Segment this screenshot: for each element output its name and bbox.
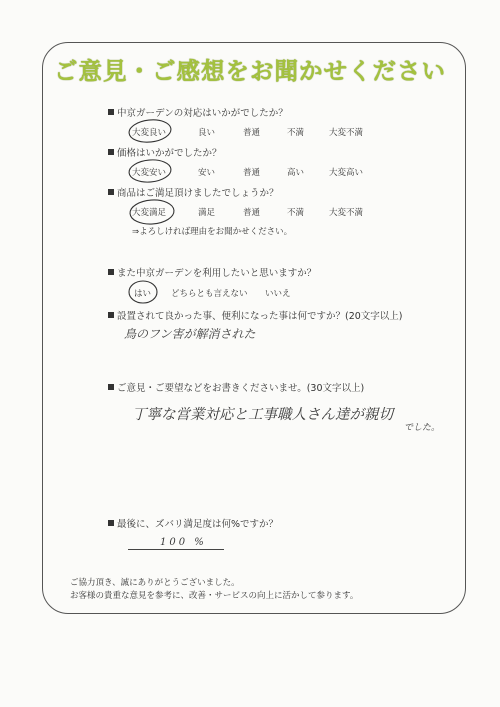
question-price-label: 価格はいかがでしたか？: [117, 148, 222, 159]
option-product-dissatisfied[interactable]: 不満: [287, 208, 305, 218]
answer-comments-line1: 丁寧な営業対応と工事職人さん達が親切: [132, 407, 393, 423]
question-product-label: 商品はご満足頂けましたでしょうか？: [117, 188, 279, 199]
circle-mark-price: [128, 158, 172, 184]
footer-thanks: ご協力頂き、誠にありがとうございました。: [70, 578, 240, 588]
page-title: ご意見・ご感想をお聞かせください: [54, 57, 446, 85]
reason-prompt: ⇒よろしければ理由をお聞かせください。: [132, 227, 293, 237]
option-service-dissatisfied[interactable]: 不満: [287, 128, 305, 138]
option-product-very-dissatisfied[interactable]: 大変不満: [329, 208, 364, 218]
option-product-very-satisfied[interactable]: 大変満足: [132, 208, 167, 218]
option-reuse-yes[interactable]: はい: [134, 289, 152, 299]
question-comments-label: ご意見・ご要望などをお書きくださいませ。(30文字以上): [117, 383, 365, 394]
option-reuse-no[interactable]: いいえ: [265, 289, 291, 299]
answer-comments-line2: でした。: [404, 423, 441, 433]
option-service-normal[interactable]: 普通: [243, 128, 261, 138]
option-price-expensive[interactable]: 高い: [287, 168, 305, 178]
option-service-very-dissatisfied[interactable]: 大変不満: [329, 128, 364, 138]
option-product-normal[interactable]: 普通: [243, 208, 261, 218]
circle-mark-service: [128, 118, 172, 144]
circle-mark-reuse: [129, 281, 157, 303]
question-service-label: 中京ガーデンの対応はいかがでしたか？: [117, 108, 288, 119]
option-service-very-good[interactable]: 大変良い: [132, 128, 167, 138]
answer-benefit: 鳥のフン害が解消された: [124, 327, 256, 341]
option-price-normal[interactable]: 普通: [243, 168, 261, 178]
question-reuse-label: また中京ガーデンを利用したいと思いますか？: [117, 268, 317, 279]
option-service-good[interactable]: 良い: [198, 128, 216, 138]
answer-satisfaction: 100 %: [160, 537, 207, 548]
option-price-cheap[interactable]: 安い: [198, 168, 216, 178]
option-price-very-cheap[interactable]: 大変安い: [132, 168, 167, 178]
question-satisfaction-label: 最後に、ズバリ満足度は何%ですか？: [117, 519, 279, 530]
option-product-satisfied[interactable]: 満足: [198, 208, 216, 218]
option-price-very-expensive[interactable]: 大変高い: [329, 168, 364, 178]
option-reuse-neither[interactable]: どちらとも言えない: [171, 289, 248, 299]
question-benefit-label: 設置されて良かった事、便利になった事は何ですか？(20文字以上): [117, 311, 403, 322]
circle-mark-product: [129, 198, 175, 225]
footer-note: お客様の貴重な意見を参考に、改善・サービスの向上に活かして参ります。: [70, 591, 359, 601]
